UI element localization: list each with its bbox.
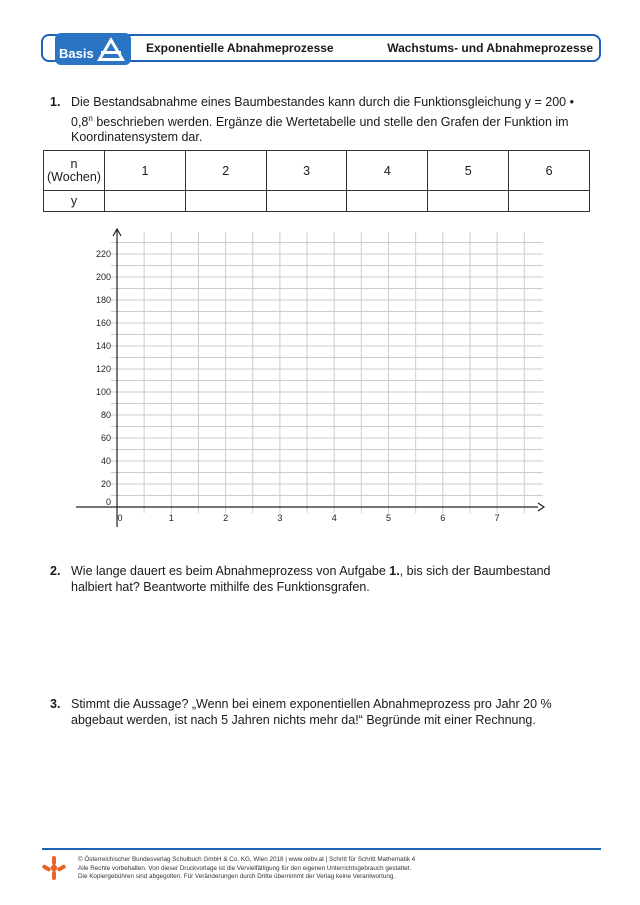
y-tick-label: 80 — [100, 410, 111, 420]
y-tick-label: 220 — [95, 249, 111, 259]
task3-text — [71, 697, 611, 728]
header-n-label: n — [70, 156, 78, 171]
task2-line1 — [71, 564, 611, 580]
y-cell-6[interactable] — [509, 191, 590, 212]
worksheet-title: Exponentielle Abnahmeprozesse — [146, 41, 334, 55]
task1-line1: Die Bestandsabnahme eines Baumbestandes kann durch die Funktionsgleichung y = 200 • — [71, 95, 574, 109]
x-tick-label: 2 — [223, 513, 229, 523]
task1-exponent: n — [88, 113, 93, 123]
task2-reference: 1. — [389, 564, 400, 578]
x-tick-label: 6 — [440, 513, 446, 523]
task1-number: 1. — [50, 95, 61, 109]
task2-line2: halbiert hat? Beantworte mithilfe des Funktionsgrafen. — [71, 579, 370, 594]
table-col-1: 1 — [105, 151, 186, 191]
footer-line-2: Alle Rechte vorbehalten. Von dieser Druckvorlage ist die Vervielfältigung für den eigenen Unterrichtsgebrauch gestattet. — [78, 864, 412, 872]
copyright-notice — [78, 856, 578, 882]
publisher-logo-icon — [40, 854, 68, 882]
y-cell-1[interactable] — [105, 191, 186, 212]
x-tick-label: 1 — [168, 513, 174, 523]
y-cell-4[interactable] — [347, 191, 428, 212]
y-tick-label: 60 — [100, 433, 111, 443]
x-tick-label: 0 — [117, 513, 123, 523]
y-tick-label: 0 — [105, 497, 111, 507]
table-header-y: y — [44, 191, 105, 212]
task3-line1: Stimmt die Aussage? „Wenn bei einem exponentiellen Abnahmeprozess pro Jahr 20 % — [71, 697, 552, 711]
basis-logo — [55, 33, 131, 65]
y-tick-label: 180 — [95, 295, 111, 305]
y-tick-label: 160 — [95, 318, 111, 328]
y-tick-label: 100 — [95, 387, 111, 397]
table-header-n — [44, 151, 105, 191]
footer-line-1: © Österreichischer Bundesverlag Schulbuch GmbH & Co. KG, Wien 2018 | www.oebv.at | Schritt für Schritt Mathematik 4 — [78, 856, 416, 863]
chapter-title: Wachstums- und Abnahmeprozesse — [387, 41, 593, 55]
header-unit-label: (Wochen) — [47, 169, 101, 184]
x-tick-label: 7 — [494, 513, 500, 523]
task2-number: 2. — [50, 564, 61, 578]
table-col-4: 4 — [347, 151, 428, 191]
coordinate-system[interactable] — [70, 226, 550, 536]
logo-label: Basis — [59, 46, 94, 61]
triangle-icon — [95, 35, 127, 63]
x-tick-label: 5 — [385, 513, 392, 523]
task3-line2: abgebaut werden, ist nach 5 Jahren nichts mehr da!“ Begründe mit einer Rechnung. — [71, 712, 536, 727]
y-tick-label: 120 — [95, 364, 111, 374]
task1-line2 — [71, 111, 611, 131]
table-row-y — [44, 191, 590, 212]
y-cell-3[interactable] — [266, 191, 347, 212]
y-cell-5[interactable] — [428, 191, 509, 212]
task1-base: 0,8 — [71, 114, 89, 129]
table-col-5: 5 — [428, 151, 509, 191]
y-tick-label: 140 — [95, 341, 111, 351]
value-table — [43, 150, 590, 212]
y-tick-label: 40 — [100, 456, 111, 466]
x-axis-arrow-icon — [538, 503, 544, 511]
x-tick-label: 3 — [277, 513, 283, 523]
footer-line-3: Die Kopiergebühren sind abgegolten. Für Veränderungen durch Dritte übernimmt der Verlag keine Verantwortung. — [78, 873, 396, 881]
task2-text — [71, 564, 611, 595]
task1-text — [71, 95, 611, 146]
table-col-3: 3 — [266, 151, 347, 191]
table-row-n — [44, 151, 590, 191]
x-tick-label: 4 — [331, 513, 337, 523]
y-tick-label: 20 — [100, 479, 111, 489]
task3-number: 3. — [50, 697, 61, 711]
y-cell-2[interactable] — [185, 191, 266, 212]
task2-line1-post: , bis sich der Baumbestand — [399, 564, 551, 578]
table-col-2: 2 — [185, 151, 266, 191]
y-tick-label: 200 — [95, 272, 111, 282]
task1-line2-rest: beschrieben werden. Ergänze die Wertetabelle und stelle den Grafen der Funktion im — [92, 114, 569, 129]
task1-line3: Koordinatensystem dar. — [71, 130, 203, 145]
footer-divider — [42, 848, 601, 850]
task2-line1-pre: Wie lange dauert es beim Abnahmeprozess von Aufgabe — [71, 564, 390, 578]
table-col-6: 6 — [509, 151, 590, 191]
